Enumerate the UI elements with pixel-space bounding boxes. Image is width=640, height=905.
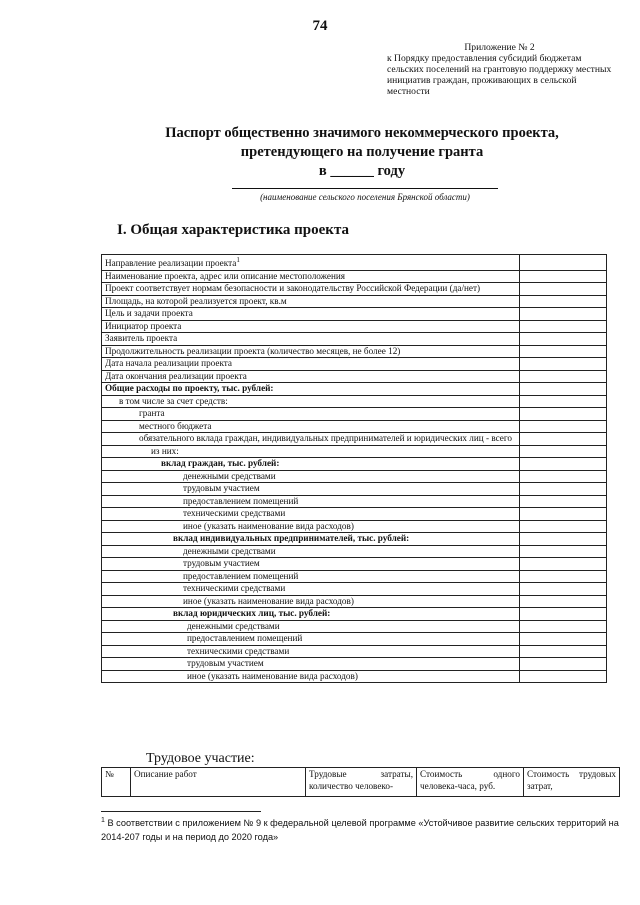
- row-value-cell[interactable]: [520, 458, 607, 471]
- table-row: [102, 558, 607, 571]
- footnote-rule: [101, 811, 261, 812]
- row-value-cell[interactable]: [520, 383, 607, 396]
- row-label: [102, 320, 520, 333]
- row-label: [102, 308, 520, 321]
- row-value-cell[interactable]: [520, 508, 607, 521]
- row-label: [102, 583, 520, 596]
- table-row: [102, 308, 607, 321]
- labor-participation-table: [101, 767, 620, 797]
- row-label-text: Площадь, на которой реализуется проект, кв.м: [105, 295, 287, 306]
- row-label: [102, 395, 520, 408]
- row-label-text: Общие расходы по проекту, тыс. рублей:: [105, 383, 274, 394]
- row-label: [102, 533, 520, 546]
- row-label-text: иное (указать наименование вида расходов): [183, 520, 354, 531]
- row-label: [102, 620, 520, 633]
- table-row: [102, 495, 607, 508]
- row-label-text: денежными средствами: [183, 545, 276, 556]
- row-value-cell[interactable]: [520, 283, 607, 296]
- table-row: [102, 395, 607, 408]
- row-label: [102, 670, 520, 683]
- row-label: [102, 283, 520, 296]
- table-row: [102, 295, 607, 308]
- row-value-cell[interactable]: [520, 345, 607, 358]
- table-row: [102, 483, 607, 496]
- row-label: [102, 570, 520, 583]
- appendix-note: [387, 42, 612, 97]
- row-label: [102, 295, 520, 308]
- row-label: [102, 433, 520, 446]
- table-row: [102, 320, 607, 333]
- row-label: [102, 470, 520, 483]
- row-label-text: техническими средствами: [183, 508, 286, 519]
- row-label-text: Направление реализации проекта: [105, 258, 237, 269]
- table-row: [102, 608, 607, 621]
- row-value-cell[interactable]: [520, 658, 607, 671]
- row-value-cell[interactable]: [520, 608, 607, 621]
- labor-header-row: [102, 768, 620, 797]
- row-label: [102, 558, 520, 571]
- table-row: [102, 633, 607, 646]
- row-label-text: денежными средствами: [187, 620, 280, 631]
- row-label-text: Наименование проекта, адрес или описание местоположения: [105, 270, 346, 281]
- row-label-text: иное (указать наименование вида расходов): [183, 595, 354, 606]
- row-label-text: обязательного вклада граждан, индивидуальных предпринимателей и юридических лиц - всего: [139, 433, 513, 444]
- table-row: [102, 620, 607, 633]
- row-value-cell[interactable]: [520, 570, 607, 583]
- footnote-ref: 1: [236, 256, 240, 264]
- settlement-name-caption: (наименование сельского поселения Брянской области): [260, 192, 470, 202]
- row-value-cell[interactable]: [520, 270, 607, 283]
- footnote-mark: 1: [101, 817, 105, 824]
- table-row: [102, 270, 607, 283]
- appendix-description: к Порядку предоставления субсидий бюджетам сельских поселений на грантовую поддержку местных инициатив граждан, проживающих в сельской местности: [387, 53, 612, 97]
- row-value-cell[interactable]: [520, 533, 607, 546]
- row-label: [102, 608, 520, 621]
- row-label: [102, 270, 520, 283]
- row-label: [102, 658, 520, 671]
- table-row: [102, 520, 607, 533]
- table-row: [102, 658, 607, 671]
- row-label-text: Цель и задачи проекта: [105, 308, 193, 319]
- page-number: 74: [312, 18, 328, 34]
- row-label-text: вклад индивидуальных предпринимателей, тыс. рублей:: [173, 533, 410, 544]
- labor-header-hour-cost: Стоимость одного человека-часа, руб.: [417, 768, 524, 797]
- row-label: [102, 255, 520, 271]
- row-value-cell[interactable]: [520, 333, 607, 346]
- labor-header-description: Описание работ: [131, 768, 306, 797]
- table-row: [102, 345, 607, 358]
- section-title: I. Общая характеристика проекта: [117, 222, 350, 238]
- row-value-cell[interactable]: [520, 295, 607, 308]
- row-label: [102, 383, 520, 396]
- table-row: [102, 358, 607, 371]
- row-value-cell[interactable]: [520, 420, 607, 433]
- table-row: [102, 420, 607, 433]
- row-label: [102, 483, 520, 496]
- table-row: [102, 333, 607, 346]
- table-row: [102, 670, 607, 683]
- row-label: [102, 358, 520, 371]
- row-label-text: техническими средствами: [187, 645, 290, 656]
- row-label-text: денежными средствами: [183, 470, 276, 481]
- row-value-cell[interactable]: [520, 670, 607, 683]
- document-title: [150, 124, 574, 181]
- row-label-text: вклад юридических лиц, тыс. рублей:: [173, 608, 331, 619]
- row-value-cell[interactable]: [520, 645, 607, 658]
- footnote: [101, 814, 621, 844]
- row-value-cell[interactable]: [520, 408, 607, 421]
- row-label-text: иное (указать наименование вида расходов): [187, 670, 358, 681]
- settlement-name-line: [232, 188, 498, 189]
- row-value-cell[interactable]: [520, 445, 607, 458]
- row-label: [102, 495, 520, 508]
- row-value-cell[interactable]: [520, 483, 607, 496]
- project-characteristics-table: [101, 254, 607, 683]
- labor-header-total-cost: Стоимость трудовых затрат,: [524, 768, 620, 797]
- row-label-text: Продолжительность реализации проекта (количество месяцев, не более 12): [105, 345, 401, 356]
- row-value-cell[interactable]: [520, 358, 607, 371]
- row-label-text: предоставлением помещений: [187, 633, 303, 644]
- row-value-cell[interactable]: [520, 433, 607, 446]
- table-row: [102, 508, 607, 521]
- row-label: [102, 445, 520, 458]
- table-row: [102, 583, 607, 596]
- row-label-text: Заявитель проекта: [105, 333, 178, 344]
- row-label: [102, 420, 520, 433]
- row-value-cell[interactable]: [520, 320, 607, 333]
- row-label-text: Дата начала реализации проекта: [105, 358, 233, 369]
- row-label-text: предоставлением помещений: [183, 570, 299, 581]
- table-row: [102, 283, 607, 296]
- row-label-text: Проект соответствует нормам безопасности и законодательству Российской Федерации (да/нет): [105, 283, 481, 294]
- title-line-2: претендующего на получение гранта: [240, 144, 484, 160]
- row-label-text: гранта: [139, 408, 165, 419]
- table-row: [102, 458, 607, 471]
- row-value-cell[interactable]: [520, 255, 607, 271]
- table-row: [102, 645, 607, 658]
- row-value-cell[interactable]: [520, 470, 607, 483]
- row-label-text: трудовым участием: [183, 558, 260, 569]
- labor-participation-title: Трудовое участие:: [146, 751, 255, 766]
- row-value-cell[interactable]: [520, 558, 607, 571]
- row-label-text: трудовым участием: [183, 483, 260, 494]
- row-value-cell[interactable]: [520, 308, 607, 321]
- row-value-cell[interactable]: [520, 370, 607, 383]
- title-line-3: в ______ году: [318, 163, 406, 179]
- title-line-1: Паспорт общественно значимого некоммерческого проекта,: [165, 125, 559, 141]
- row-label: [102, 595, 520, 608]
- row-label-text: из них:: [151, 445, 179, 456]
- row-label-text: Дата окончания реализации проекта: [105, 370, 247, 381]
- row-label-text: техническими средствами: [183, 583, 286, 594]
- row-label: [102, 633, 520, 646]
- row-value-cell[interactable]: [520, 545, 607, 558]
- row-label: [102, 370, 520, 383]
- table-row: [102, 595, 607, 608]
- row-label: [102, 333, 520, 346]
- row-label: [102, 545, 520, 558]
- footnote-text: В соответствии с приложением № 9 к федеральной целевой программе «Устойчивое развитие сельских территорий на 2014-207 годы и на период до 2020 года»: [101, 818, 619, 843]
- labor-header-number: №: [102, 768, 131, 797]
- table-row: [102, 445, 607, 458]
- table-row: [102, 470, 607, 483]
- row-label-text: Инициатор проекта: [105, 320, 182, 331]
- row-label: [102, 645, 520, 658]
- row-label-text: трудовым участием: [187, 658, 264, 669]
- row-label-text: в том числе за счет средств:: [119, 395, 228, 406]
- row-label: [102, 458, 520, 471]
- row-value-cell[interactable]: [520, 520, 607, 533]
- row-label: [102, 520, 520, 533]
- row-label-text: вклад граждан, тыс. рублей:: [161, 458, 280, 469]
- labor-header-labor-cost: Трудовые затраты, количество человеко-: [306, 768, 417, 797]
- row-value-cell[interactable]: [520, 395, 607, 408]
- row-label: [102, 408, 520, 421]
- row-value-cell[interactable]: [520, 495, 607, 508]
- appendix-number: Приложение № 2: [464, 42, 535, 53]
- row-label-text: предоставлением помещений: [183, 495, 299, 506]
- table-row: [102, 533, 607, 546]
- table-row: [102, 383, 607, 396]
- table-row: [102, 433, 607, 446]
- row-value-cell[interactable]: [520, 583, 607, 596]
- table-row: [102, 570, 607, 583]
- table-row: [102, 370, 607, 383]
- row-value-cell[interactable]: [520, 620, 607, 633]
- row-label: [102, 508, 520, 521]
- table-row: [102, 255, 607, 271]
- row-value-cell[interactable]: [520, 633, 607, 646]
- table-row: [102, 408, 607, 421]
- row-label-text: местного бюджета: [139, 420, 212, 431]
- row-label: [102, 345, 520, 358]
- row-value-cell[interactable]: [520, 595, 607, 608]
- table-row: [102, 545, 607, 558]
